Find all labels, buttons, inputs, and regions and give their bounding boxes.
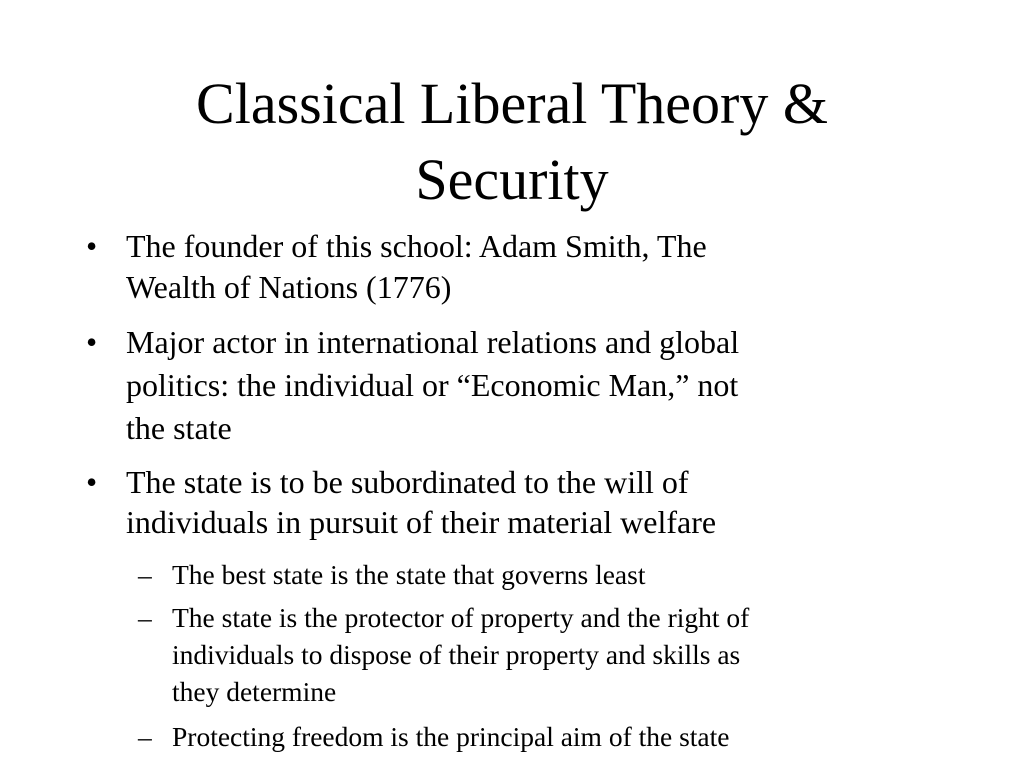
bullet-text-line: the state [126,410,232,446]
slide-title [0,66,1024,218]
sub-bullet-text-line: they determine [172,676,337,707]
bullet-marker-icon: • [86,464,98,500]
bullet-text-line: Major actor in international relations and global [126,324,740,360]
bullet-text-line: individuals in pursuit of their material welfare [126,504,717,540]
bullet-text-line: The founder of this school: Adam Smith, The [126,228,707,264]
slide-title-line-2: Security [415,147,609,212]
bullet-marker-icon: • [86,324,98,360]
bullet-text-line: Wealth of Nations (1776) [126,269,452,305]
sub-bullet-text-line: The best state is the state that governs least [172,559,646,590]
sub-bullet-text-line: Protecting freedom is the principal aim of the state [172,721,730,752]
dash-marker-icon: – [138,559,152,590]
bullet-marker-icon: • [86,228,98,264]
sub-bullet-text-line: individuals to dispose of their property and skills as [172,639,741,670]
sub-bullet-text-line: The state is the protector of property and the right of [172,602,750,633]
slide-title-line-1: Classical Liberal Theory & [196,71,828,136]
dash-marker-icon: – [138,721,152,752]
bullet-text-line: politics: the individual or “Economic Man,” not [126,367,739,403]
dash-marker-icon: – [138,602,152,633]
bullet-text-line: The state is to be subordinated to the will of [126,464,689,500]
